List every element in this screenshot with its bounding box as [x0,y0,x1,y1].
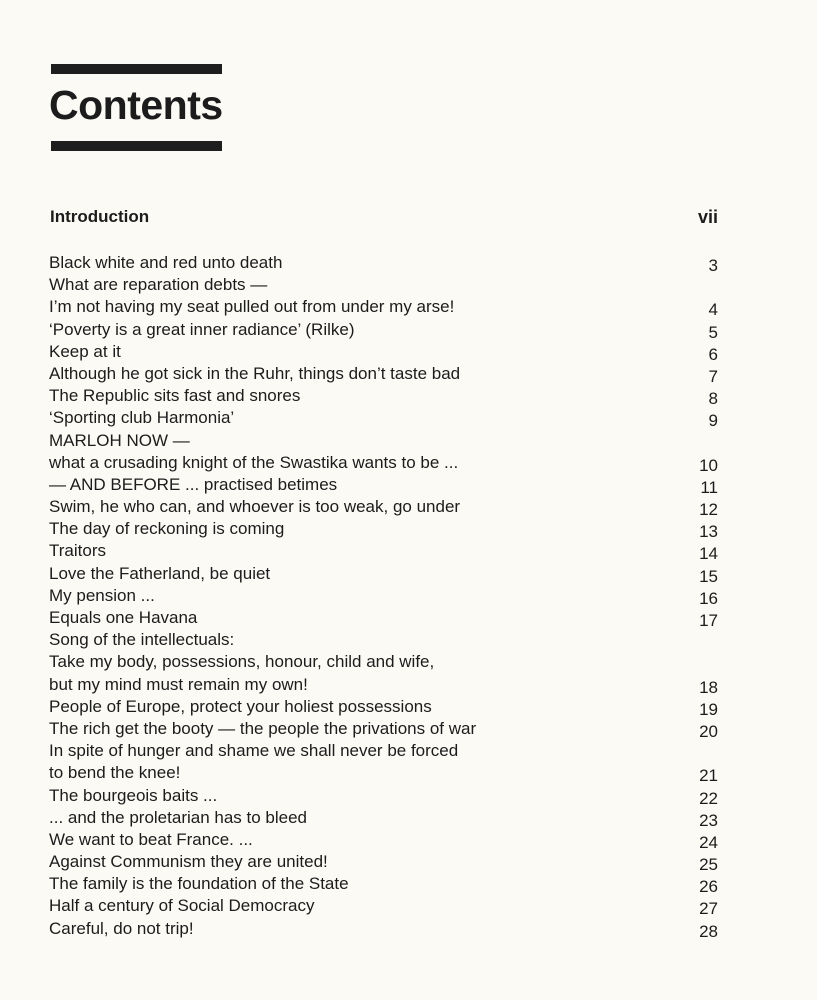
toc-entry-title: what a crusading knight of the Swastika wants to be ... [49,452,459,472]
toc-entry[interactable] [49,518,718,540]
toc-entry[interactable] [49,252,718,274]
toc-entry-title: to bend the knee! [49,763,181,783]
toc-entry-title: The family is the foundation of the State [49,874,349,894]
toc-entry[interactable] [49,696,718,718]
toc-entry-title: The rich get the booty — the people the privations of war [49,718,477,738]
toc-entry[interactable] [49,430,718,452]
toc-entry-title: Song of the intellectuals: [49,630,235,650]
toc-entry-title: — AND BEFORE ... practised betimes [49,474,338,494]
toc-entry[interactable] [49,674,718,696]
toc-entry-page: 25 [699,855,718,875]
toc-entry-title: People of Europe, protect your holiest possessions [49,696,432,716]
toc-entry-title: Against Communism they are united! [49,852,328,872]
toc-entry[interactable] [49,651,718,673]
toc-entry[interactable] [49,585,718,607]
toc-entry-title: I’m not having my seat pulled out from under my arse! [49,297,455,317]
toc-entry[interactable] [49,740,718,762]
toc-entry-page: 4 [708,300,718,320]
toc-entry-page: 12 [699,500,718,520]
toc-entry-page: 16 [699,588,718,608]
toc-entry-page: vii [697,207,718,227]
toc-entry-title: Love the Fatherland, be quiet [49,563,271,583]
toc-entry[interactable] [49,873,718,895]
toc-entry[interactable] [49,319,718,341]
toc-entry[interactable] [49,718,718,740]
toc-entry-introduction[interactable] [50,207,718,231]
toc-entry-page: 9 [708,411,718,431]
toc-entry[interactable] [49,496,718,518]
toc-entry[interactable] [49,363,718,385]
toc-entry-title: ‘Sporting club Harmonia’ [49,408,235,428]
toc-entry-title: but my mind must remain my own! [49,674,308,694]
toc-entry[interactable] [49,785,718,807]
toc-entry-title: Although he got sick in the Ruhr, things don’t taste bad [49,363,461,383]
toc-entry-title: Equals one Havana [49,608,198,627]
toc-entry-page: 8 [708,389,718,409]
toc-entry-title: Take my body, possessions, honour, child and wife, [49,652,435,672]
toc-entry-title: Careful, do not trip! [49,918,194,938]
toc-entry-title: The day of reckoning is coming [49,519,285,539]
toc-entry-page: 11 [700,477,718,497]
toc-entry[interactable] [49,563,718,585]
toc-entry[interactable] [49,407,718,429]
toc-entry-page: 19 [699,699,718,719]
toc-entry-title: We want to beat France. ... [49,829,253,849]
toc-entry[interactable] [49,452,718,474]
toc-entry-page: 13 [699,522,718,542]
toc-entry[interactable] [49,540,718,562]
toc-entry-page: 3 [708,256,718,275]
toc-entry-page: 20 [699,721,718,741]
toc-entry-title: MARLOH NOW — [49,430,190,450]
toc-entry-page: 14 [699,544,718,564]
toc-entry-page: 7 [708,366,718,386]
toc-entry[interactable] [49,385,718,407]
toc-entry[interactable] [49,296,718,318]
toc-entry-title: Keep at it [49,341,121,361]
toc-entry-title: My pension ... [49,585,155,605]
toc-entry-title: The Republic sits fast and snores [49,386,301,406]
toc-entry-title: Black white and red unto death [49,253,283,272]
toc-entry-page: 26 [699,877,718,897]
toc-entry-page: 22 [699,788,718,808]
toc-entry-title: Introduction [50,207,150,226]
toc-entry[interactable] [49,762,718,784]
toc-entry[interactable] [49,341,718,363]
toc-entry-title: ‘Poverty is a great inner radiance’ (Rilke) [49,319,355,339]
toc-entry-page: 27 [699,899,718,919]
toc-entry-title: Traitors [49,541,106,561]
toc-entry-page: 23 [699,810,718,830]
toc-entry[interactable] [49,918,718,940]
toc-entry-page: 17 [699,611,718,630]
toc-entry-title: What are reparation debts — [49,275,268,295]
toc-entry-page: 6 [708,344,718,364]
toc-entry-page: 18 [699,677,718,697]
toc-entry-page: 15 [699,566,718,586]
toc-entry-title: Half a century of Social Democracy [49,896,315,916]
toc-entry[interactable] [49,895,718,917]
toc-entry[interactable] [49,274,718,296]
toc-entry-title: In spite of hunger and shame we shall never be forced [49,741,459,761]
title-rule-bottom [51,141,222,151]
toc-entry-page: 10 [699,455,718,475]
title-rule-top [51,64,222,74]
toc-entry-page: 21 [699,766,718,786]
toc-entry-title: ... and the proletarian has to bleed [49,807,308,827]
toc-entry[interactable] [49,807,718,829]
toc-entry-title: Swim, he who can, and whoever is too weak, go under [49,497,461,517]
toc-entry[interactable] [49,851,718,873]
toc-entry-page: 5 [708,322,718,342]
toc-entry-page: 28 [699,921,718,941]
toc-entry[interactable] [49,629,718,651]
table-of-contents [49,252,718,940]
toc-entry[interactable] [49,607,718,629]
page-title: Contents [49,82,223,128]
toc-entry[interactable] [49,829,718,851]
toc-entry-title: The bourgeois baits ... [49,785,218,805]
toc-entry[interactable] [49,474,718,496]
toc-entry-page: 24 [699,832,718,852]
